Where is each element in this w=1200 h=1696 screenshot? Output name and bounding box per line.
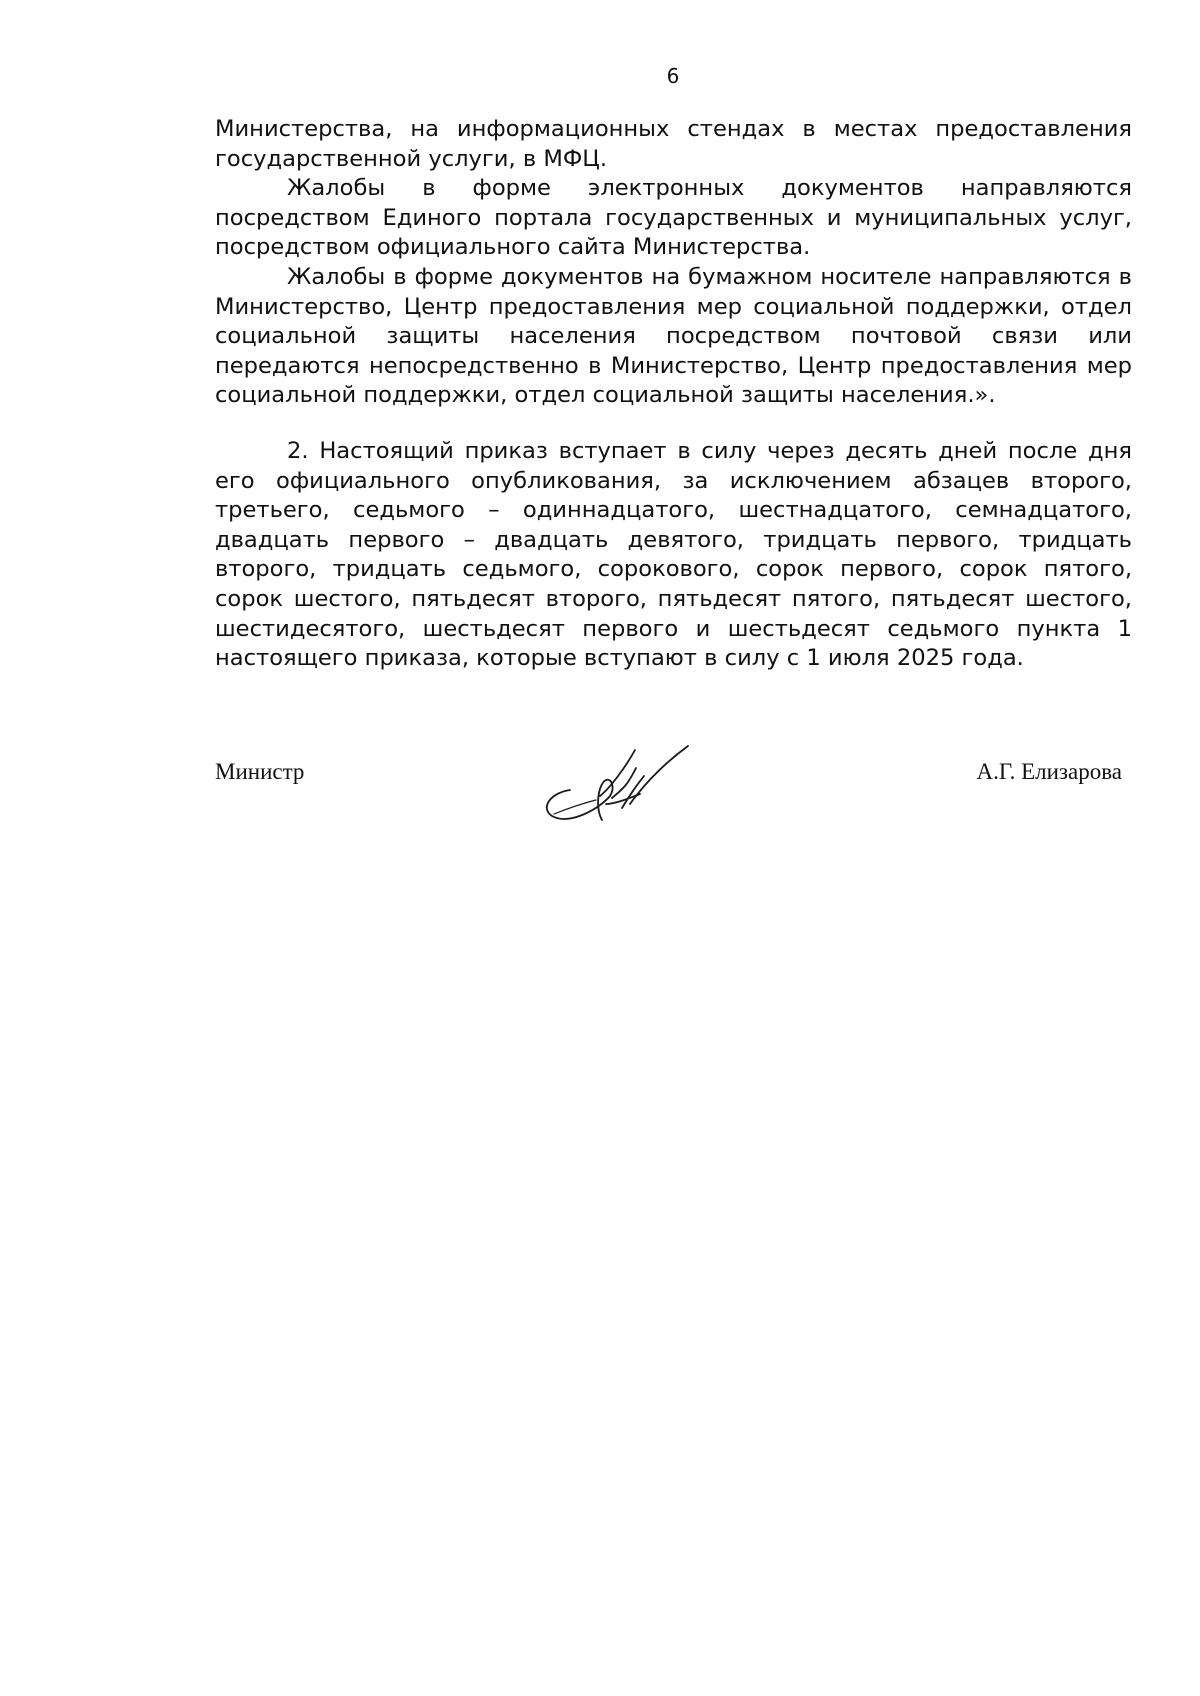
page-number: 6 [666,64,680,88]
handwritten-signature [540,738,700,833]
signer-title: Министр [215,759,305,784]
paragraph: Жалобы в форме документов на бумажном носителе направляются в Министерство, Центр предоставления мер социальной поддержки, отдел социальной защиты населения посредством почтовой связи или передаются непосредственно в Министерство, Центр предоставления мер социальной поддержки, отдел социальной защиты населения.». [215,263,1132,409]
paragraph: Министерства, на информационных стендах в местах предоставления государственной услуги, в МФЦ. [215,116,1132,172]
paragraph: Жалобы в форме электронных документов направляются посредством Единого портала государственных и муниципальных услуг, посредством официального сайта Министерства. [215,175,1132,261]
body-section-complaints [215,115,1132,411]
body-section-effective-date [215,437,1132,674]
signature-block [0,738,1200,838]
signer-name: А.Г. Елизарова [976,759,1122,784]
paragraph: 2. Настоящий приказ вступает в силу через десять дней после дня его официального опубликования, за исключением абзацев второго, третьего, седьмого – одиннадцатого, шестнадцатого, семнадцатого, двадцать первого – двадцать девятого, тридцать первого, тридцать второго, тридцать седьмого, сорокового, сорок первого, сорок пятого, сорок шестого, пятьдесят второго, пятьдесят пятого, пятьдесят шестого, шестидесятого, шестьдесят первого и шестьдесят седьмого пункта 1 настоящего приказа, которые вступают в силу с 1 июля 2025 года. [215,438,1132,672]
